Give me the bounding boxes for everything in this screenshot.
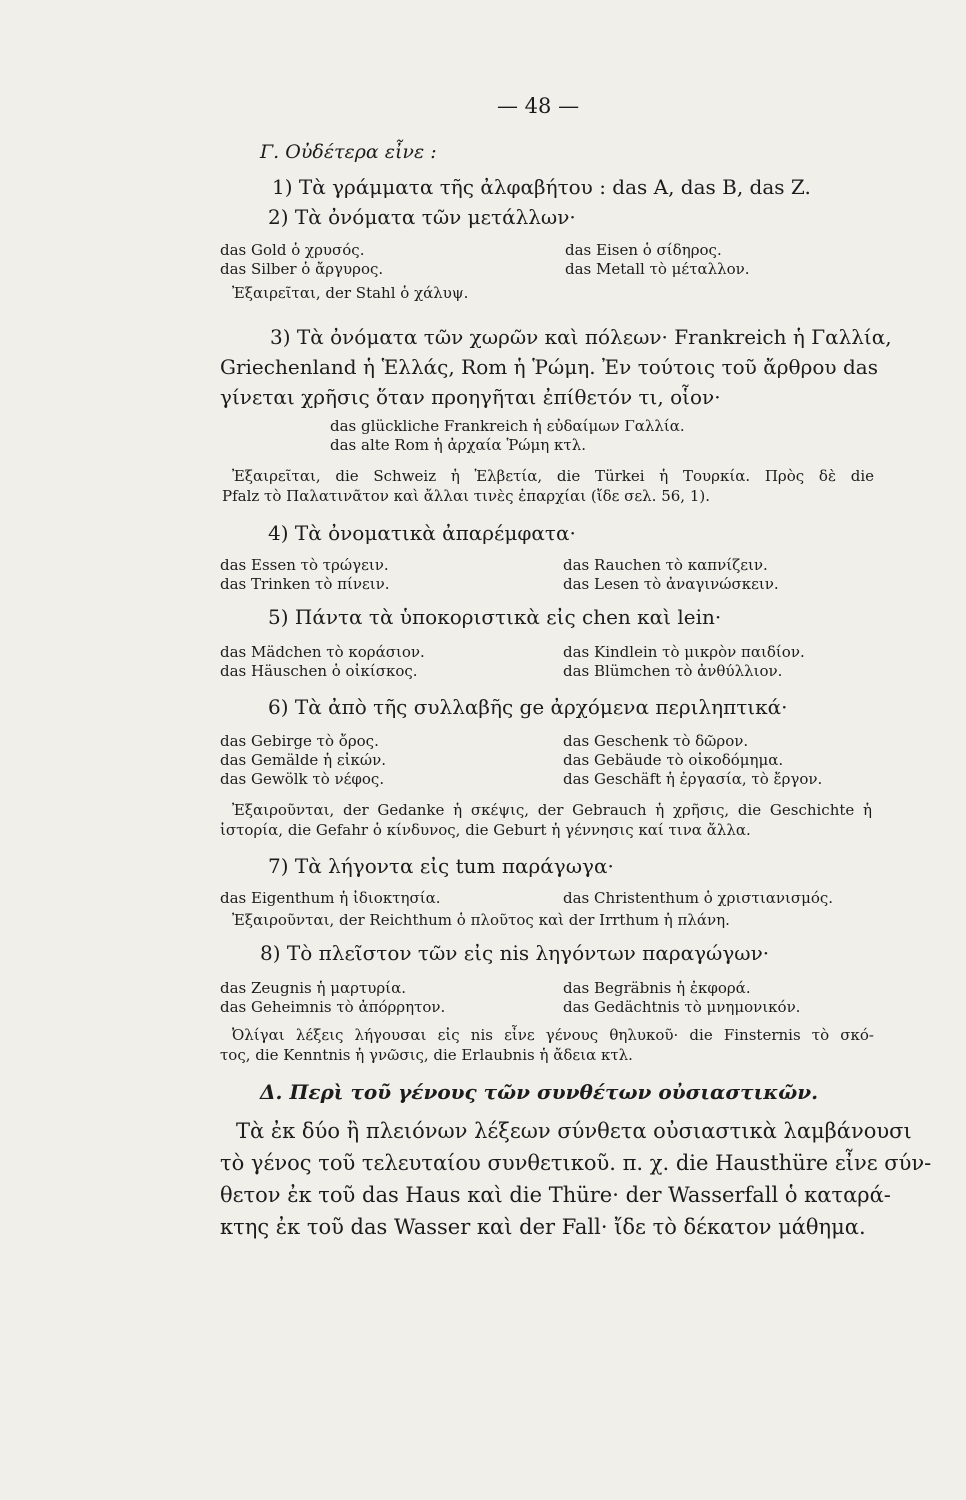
- ge-example: das Geschenk τὸ δῶρον.: [563, 732, 749, 750]
- rule-4-infinitives: 4) Τὰ ὀνοματικὰ ἀπαρέμφατα·: [268, 521, 576, 545]
- country-exception-line: Ἐξαιρεῖται, die Schweiz ἡ Ἑλβετία, die Türkei ἡ Τουρκία. Πρὸς δὲ die: [232, 467, 874, 485]
- nis-example: das Begräbnis ἡ ἐκφορά.: [563, 979, 751, 997]
- metal-example: das Eisen ὁ σίδηρος.: [565, 241, 722, 259]
- rule-7-tum-derivatives: 7) Τὰ λήγοντα εἰς tum παράγωγα·: [268, 854, 614, 878]
- country-exception-line: Pfalz τὸ Παλατινᾶτον καὶ ἄλλαι τινὲς ἐπαρχίαι (ἴδε σελ. 56, 1).: [222, 487, 710, 505]
- infinitive-example: das Essen τὸ τρώγειν.: [220, 556, 389, 574]
- metal-exception: Ἐξαιρεῖται, der Stahl ὁ χάλυψ.: [232, 284, 469, 302]
- ge-example: das Gebirge τὸ ὄρος.: [220, 732, 379, 750]
- tum-example: das Christenthum ὁ χριστιανισμός.: [563, 889, 834, 907]
- section-delta-line: Τὰ ἐκ δύο ἢ πλειόνων λέξεων σύνθετα οὐσιαστικὰ λαμβάνουσι: [236, 1119, 912, 1143]
- diminutive-example: das Mädchen τὸ κοράσιον.: [220, 643, 425, 661]
- ge-example: das Gewölk τὸ νέφος.: [220, 770, 385, 788]
- diminutive-example: das Blümchen τὸ ἀνθύλλιον.: [563, 662, 783, 680]
- nis-note-line: Ὀλίγαι λέξεις λήγουσαι εἰς nis εἶνε γένους θηλυκοῦ· die Finsternis τὸ σκό-: [232, 1026, 874, 1044]
- diminutive-example: das Kindlein τὸ μικρὸν παιδίον.: [563, 643, 805, 661]
- section-delta-line: θετον ἐκ τοῦ das Haus καὶ die Thüre· der Wasserfall ὁ καταρά-: [220, 1183, 891, 1207]
- infinitive-example: das Trinken τὸ πίνειν.: [220, 575, 390, 593]
- section-delta-line: κτης ἐκ τοῦ das Wasser καὶ der Fall· ἴδε τὸ δέκατον μάθημα.: [220, 1215, 866, 1239]
- section-delta-line: τὸ γένος τοῦ τελευταίου συνθετικοῦ. π. χ. die Hausthüre εἶνε σύν-: [220, 1151, 932, 1175]
- rule-3-line: 3) Τὰ ὀνόματα τῶν χωρῶν καὶ πόλεων· Frankreich ἡ Γαλλία,: [270, 325, 892, 349]
- nis-note-line: τος, die Kenntnis ἡ γνῶσις, die Erlaubnis ἡ ἄδεια κτλ.: [220, 1046, 633, 1064]
- metal-example: das Silber ὁ ἄργυρος.: [220, 260, 384, 278]
- ge-example: das Geschäft ἡ ἐργασία, τὸ ἔργον.: [563, 770, 823, 788]
- rule-2-metals: 2) Τὰ ὀνόματα τῶν μετάλλων·: [268, 205, 576, 229]
- section-delta-heading: Δ. Περὶ τοῦ γένους τῶν συνθέτων οὐσιαστικῶν.: [260, 1080, 819, 1104]
- ge-exception-line: Ἐξαιροῦνται, der Gedanke ἡ σκέψις, der Gebrauch ἡ χρῆσις, die Geschichte ἡ: [232, 801, 872, 819]
- rule-3-line: γίνεται χρῆσις ὅταν προηγῆται ἐπίθετόν τι, οἷον·: [220, 385, 721, 409]
- country-example: das alte Rom ἡ ἀρχαία Ῥώμη κτλ.: [330, 436, 586, 454]
- rule-5-diminutives: 5) Πάντα τὰ ὑποκοριστικὰ εἰς chen καὶ lein·: [268, 605, 722, 629]
- infinitive-example: das Rauchen τὸ καπνίζειν.: [563, 556, 768, 574]
- page-number: — 48 —: [497, 94, 580, 118]
- nis-example: das Geheimnis τὸ ἀπόρρητον.: [220, 998, 446, 1016]
- country-example: das glückliche Frankreich ἡ εὐδαίμων Γαλλία.: [330, 417, 685, 435]
- section-gamma-heading: Γ. Οὐδέτερα εἶνε :: [260, 141, 437, 163]
- nis-example: das Gedächtnis τὸ μνημονικόν.: [563, 998, 801, 1016]
- tum-example: das Eigenthum ἡ ἰδιοκτησία.: [220, 889, 441, 907]
- ge-exception-line: ἱστορία, die Gefahr ὁ κίνδυνος, die Geburt ἡ γέννησις καί τινα ἄλλα.: [220, 821, 751, 839]
- rule-3-line: Griechenland ἡ Ἑλλάς, Rom ἡ Ῥώμη. Ἐν τούτοις τοῦ ἄρθρου das: [220, 355, 878, 379]
- diminutive-example: das Häuschen ὁ οἰκίσκος.: [220, 662, 418, 680]
- metal-example: das Gold ὁ χρυσός.: [220, 241, 365, 259]
- tum-exception: Ἐξαιροῦνται, der Reichthum ὁ πλοῦτος καὶ der Irrthum ἡ πλάνη.: [232, 911, 730, 929]
- ge-example: das Gebäude τὸ οἰκοδόμημα.: [563, 751, 784, 769]
- metal-example: das Metall τὸ μέταλλον.: [565, 260, 750, 278]
- rule-8-nis-derivatives: 8) Τὸ πλεῖστον τῶν εἰς nis ληγόντων παραγώγων·: [260, 941, 770, 965]
- rule-6-ge-collectives: 6) Τὰ ἀπὸ τῆς συλλαβῆς ge ἀρχόμενα περιληπτικά·: [268, 695, 788, 719]
- infinitive-example: das Lesen τὸ ἀναγινώσκειν.: [563, 575, 779, 593]
- ge-example: das Gemälde ἡ εἰκών.: [220, 751, 386, 769]
- rule-1-alphabet-letters: 1) Τὰ γράμματα τῆς ἀλφαβήτου : das A, das B, das Z.: [272, 175, 811, 199]
- nis-example: das Zeugnis ἡ μαρτυρία.: [220, 979, 406, 997]
